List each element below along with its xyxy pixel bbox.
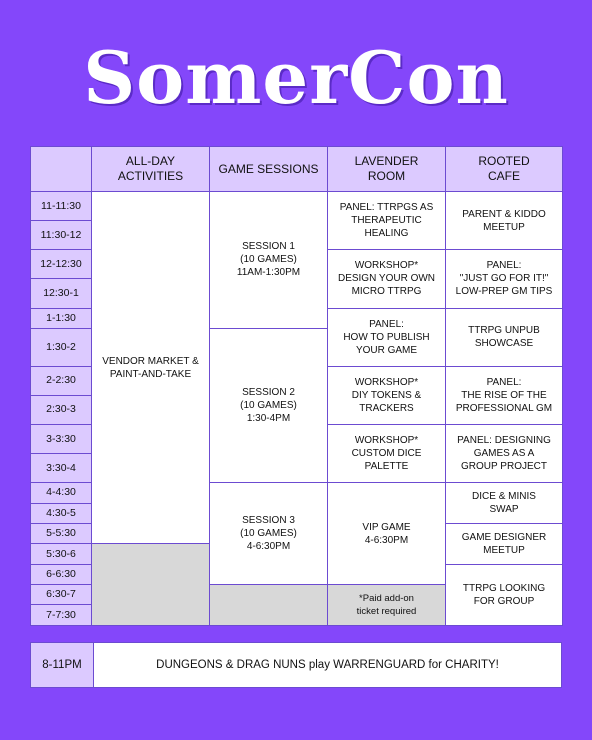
time-slot: 4:30-5 — [31, 503, 92, 523]
rooted-event: PANEL: "JUST GO FOR IT!" LOW-PREP GM TIPS — [446, 250, 563, 308]
header-game-sessions: GAME SESSIONS — [210, 147, 328, 192]
schedule-table — [30, 146, 563, 626]
rooted-event: TTRPG LOOKING FOR GROUP — [446, 564, 563, 625]
time-slot: 11:30-12 — [31, 221, 92, 250]
rooted-event: PANEL: DESIGNING GAMES AS A GROUP PROJECT — [446, 424, 563, 482]
header-blank — [31, 147, 92, 192]
time-slot: 4-4:30 — [31, 483, 92, 503]
evening-event: DUNGEONS & DRAG NUNS play WARRENGUARD for CHARITY! — [94, 643, 562, 688]
header-all-day: ALL-DAY ACTIVITIES — [92, 147, 210, 192]
time-slot: 7-7:30 — [31, 605, 92, 626]
rooted-event: DICE & MINIS SWAP — [446, 483, 563, 524]
time-slot: 1-1:30 — [31, 308, 92, 328]
lavender-event: WORKSHOP* DIY TOKENS & TRACKERS — [328, 366, 446, 424]
time-slot: 11-11:30 — [31, 192, 92, 221]
lavender-event: WORKSHOP* CUSTOM DICE PALETTE — [328, 424, 446, 482]
time-slot: 2:30-3 — [31, 395, 92, 424]
rooted-event: GAME DESIGNER MEETUP — [446, 523, 563, 564]
somercon-logo: SomerCon — [83, 35, 509, 120]
rooted-event: PANEL: THE RISE OF THE PROFESSIONAL GM — [446, 366, 563, 424]
evening-time: 8-11PM — [31, 643, 94, 688]
lavender-event: VIP GAME 4-6:30PM — [328, 483, 446, 585]
evening-event-table — [30, 642, 562, 688]
time-slot: 1:30-2 — [31, 328, 92, 366]
time-slot: 5-5:30 — [31, 523, 92, 543]
header-row — [31, 147, 563, 192]
rooted-event: PARENT & KIDDO MEETUP — [446, 192, 563, 250]
all-day-activity: VENDOR MARKET & PAINT-AND-TAKE — [92, 192, 210, 544]
time-slot: 6:30-7 — [31, 585, 92, 605]
paid-addon-note: *Paid add-on ticket required — [328, 585, 446, 626]
time-slot: 2-2:30 — [31, 366, 92, 395]
rooted-event: TTRPG UNPUB SHOWCASE — [446, 308, 563, 366]
empty-slot — [210, 585, 328, 626]
game-session-2: SESSION 2 (10 GAMES) 1:30-4PM — [210, 328, 328, 482]
empty-slot — [92, 544, 210, 626]
time-slot: 12:30-1 — [31, 279, 92, 308]
time-slot: 6-6:30 — [31, 564, 92, 584]
lavender-event: WORKSHOP* DESIGN YOUR OWN MICRO TTRPG — [328, 250, 446, 308]
time-slot: 3-3:30 — [31, 424, 92, 453]
game-session-3: SESSION 3 (10 GAMES) 4-6:30PM — [210, 483, 328, 585]
lavender-event: PANEL: HOW TO PUBLISH YOUR GAME — [328, 308, 446, 366]
header-lavender-room: LAVENDER ROOM — [328, 147, 446, 192]
lavender-event: PANEL: TTRPGS AS THERAPEUTIC HEALING — [328, 192, 446, 250]
time-slot: 3:30-4 — [31, 454, 92, 483]
time-slot: 12-12:30 — [31, 250, 92, 279]
game-session-1: SESSION 1 (10 GAMES) 11AM-1:30PM — [210, 192, 328, 329]
time-slot: 5:30-6 — [31, 544, 92, 564]
header-rooted-cafe: ROOTED CAFE — [446, 147, 563, 192]
